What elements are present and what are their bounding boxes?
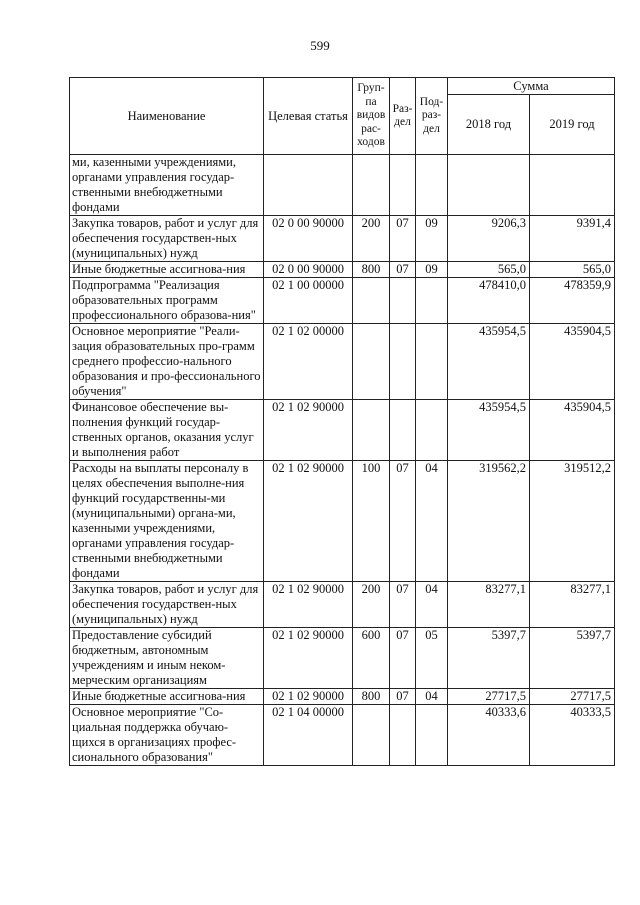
row-target: 02 1 04 00000	[264, 705, 353, 766]
table-row	[70, 461, 615, 582]
row-subsection: 09	[416, 262, 448, 278]
row-section	[390, 324, 416, 400]
row-section	[390, 400, 416, 461]
row-group: 200	[353, 582, 390, 628]
row-group: 200	[353, 216, 390, 262]
header-section: Раз-дел	[390, 78, 416, 155]
row-subsection	[416, 705, 448, 766]
row-target: 02 1 02 90000	[264, 689, 353, 705]
row-group: 800	[353, 262, 390, 278]
row-group	[353, 324, 390, 400]
row-value-2018: 9206,3	[448, 216, 530, 262]
row-value-2019: 565,0	[530, 262, 615, 278]
row-value-2019: 40333,5	[530, 705, 615, 766]
header-subsection: Под-раз-дел	[416, 78, 448, 155]
row-subsection	[416, 278, 448, 324]
table-row	[70, 155, 615, 216]
row-value-2018: 319562,2	[448, 461, 530, 582]
row-section: 07	[390, 262, 416, 278]
row-group	[353, 705, 390, 766]
row-section: 07	[390, 582, 416, 628]
row-group	[353, 155, 390, 216]
row-group: 600	[353, 628, 390, 689]
row-section	[390, 155, 416, 216]
row-subsection: 05	[416, 628, 448, 689]
row-value-2019: 9391,4	[530, 216, 615, 262]
row-target: 02 1 02 90000	[264, 400, 353, 461]
row-value-2018: 435954,5	[448, 324, 530, 400]
row-value-2018: 40333,6	[448, 705, 530, 766]
row-value-2018: 478410,0	[448, 278, 530, 324]
row-value-2019: 319512,2	[530, 461, 615, 582]
row-name: Расходы на выплаты персоналу в целях обеспечения выполне-ния функций государственны-ми (муниципальными) органа-ми, казенными учреждениями, органами управления государ-ственными внебюджетными фондами	[70, 461, 264, 582]
header-group: Груп-па видов рас-ходов	[353, 78, 390, 155]
row-section: 07	[390, 689, 416, 705]
row-group: 100	[353, 461, 390, 582]
row-name: Основное мероприятие "Реали-зация образовательных про-грамм среднего профессио-нального образования и про-фессионального обучения"	[70, 324, 264, 400]
row-group	[353, 278, 390, 324]
header-2018: 2018 год	[448, 95, 530, 155]
table-row	[70, 582, 615, 628]
header-name: Наименование	[70, 78, 264, 155]
row-target: 02 0 00 90000	[264, 262, 353, 278]
row-value-2018	[448, 155, 530, 216]
header-2019: 2019 год	[530, 95, 615, 155]
row-value-2019: 435904,5	[530, 400, 615, 461]
row-target	[264, 155, 353, 216]
row-name: Иные бюджетные ассигнова-ния	[70, 262, 264, 278]
row-value-2019: 435904,5	[530, 324, 615, 400]
row-value-2019: 27717,5	[530, 689, 615, 705]
row-target: 02 1 02 90000	[264, 461, 353, 582]
row-value-2018: 83277,1	[448, 582, 530, 628]
table-row	[70, 262, 615, 278]
table-row	[70, 400, 615, 461]
row-value-2019: 5397,7	[530, 628, 615, 689]
row-subsection: 04	[416, 582, 448, 628]
row-name: Закупка товаров, работ и услуг для обеспечения государствен-ных (муниципальных) нужд	[70, 582, 264, 628]
row-value-2018: 27717,5	[448, 689, 530, 705]
row-value-2018: 565,0	[448, 262, 530, 278]
row-name: Иные бюджетные ассигнова-ния	[70, 689, 264, 705]
row-target: 02 1 02 00000	[264, 324, 353, 400]
row-section	[390, 705, 416, 766]
row-section: 07	[390, 628, 416, 689]
row-value-2019: 478359,9	[530, 278, 615, 324]
header-target: Целевая статья	[264, 78, 353, 155]
page-number: 599	[310, 38, 330, 53]
header-sum: Сумма	[448, 78, 615, 95]
row-value-2019: 83277,1	[530, 582, 615, 628]
row-target: 02 1 00 00000	[264, 278, 353, 324]
table-row	[70, 278, 615, 324]
row-value-2018: 5397,7	[448, 628, 530, 689]
row-value-2018: 435954,5	[448, 400, 530, 461]
row-subsection	[416, 400, 448, 461]
row-value-2019	[530, 155, 615, 216]
row-section: 07	[390, 461, 416, 582]
row-group	[353, 400, 390, 461]
row-section	[390, 278, 416, 324]
row-target: 02 1 02 90000	[264, 582, 353, 628]
row-subsection	[416, 324, 448, 400]
row-target: 02 1 02 90000	[264, 628, 353, 689]
table-row	[70, 324, 615, 400]
row-target: 02 0 00 90000	[264, 216, 353, 262]
row-name: ми, казенными учреждениями, органами управления государ-ственными внебюджетными фондами	[70, 155, 264, 216]
row-subsection: 09	[416, 216, 448, 262]
row-subsection	[416, 155, 448, 216]
row-name: Предоставление субсидий бюджетным, автономным учреждениям и иным неком-мерческим организациям	[70, 628, 264, 689]
row-subsection: 04	[416, 461, 448, 582]
row-name: Основное мероприятие "Со-циальная поддержка обучаю-щихся в организациях профес-сионального образования"	[70, 705, 264, 766]
row-subsection: 04	[416, 689, 448, 705]
row-section: 07	[390, 216, 416, 262]
table-row	[70, 689, 615, 705]
table-row	[70, 705, 615, 766]
table-row	[70, 216, 615, 262]
row-name: Финансовое обеспечение вы-полнения функций государ-ственных органов, оказания услуг и выполнения работ	[70, 400, 264, 461]
row-name: Подпрограмма "Реализация образовательных программ профессионального образова-ния"	[70, 278, 264, 324]
row-group: 800	[353, 689, 390, 705]
budget-table	[69, 77, 615, 766]
table-row	[70, 628, 615, 689]
row-name: Закупка товаров, работ и услуг для обеспечения государствен-ных (муниципальных) нужд	[70, 216, 264, 262]
